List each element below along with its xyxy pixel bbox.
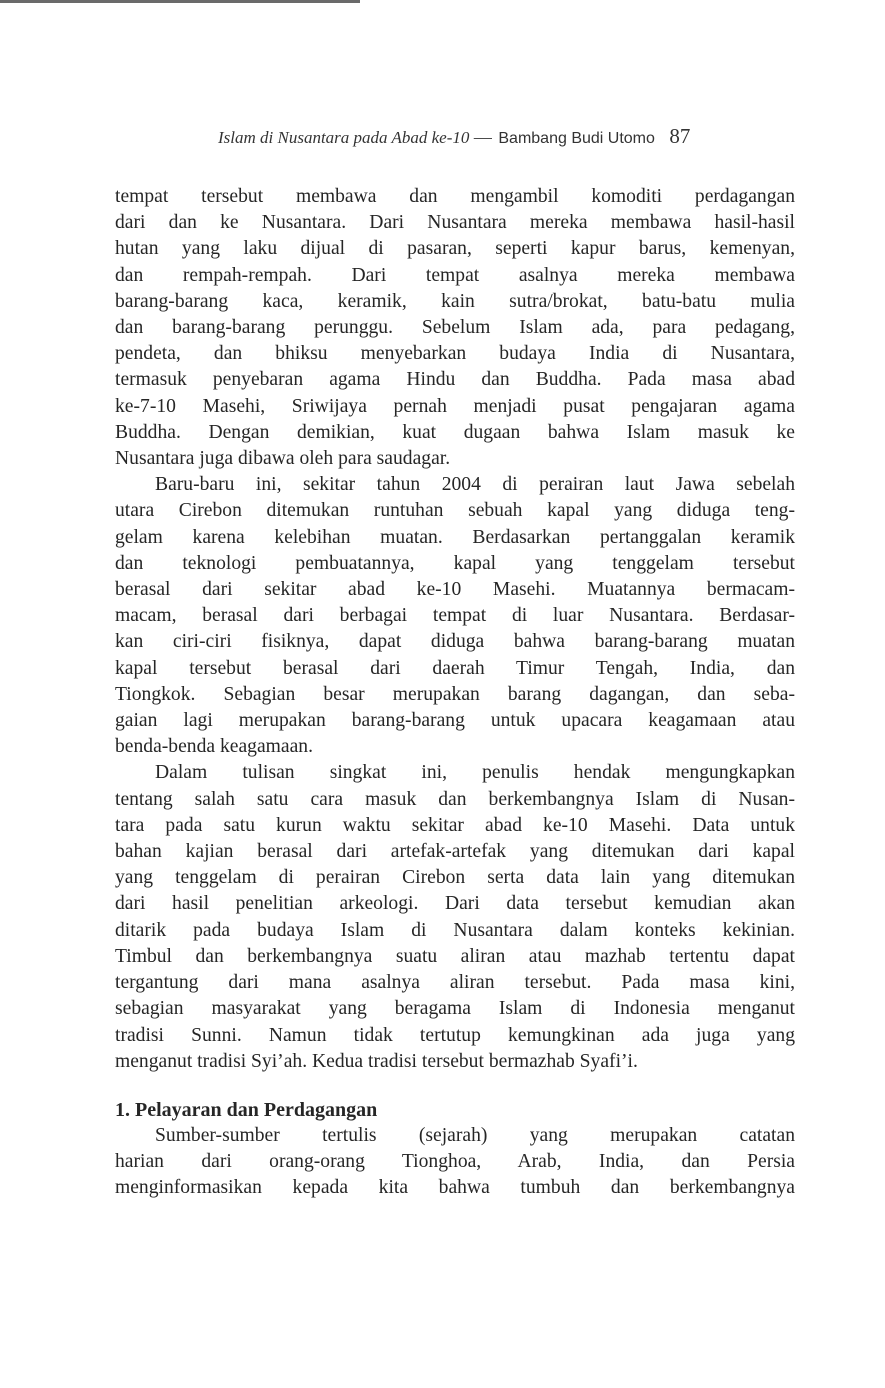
- text-line: ditarik pada budaya Islam di Nusantara dalam konteks kekinian.: [115, 919, 795, 941]
- text-line: dari hasil penelitian arkeologi. Dari data tersebut kemudian akan: [115, 893, 795, 915]
- text-line: tempat tersebut membawa dan mengambil komoditi perdagangan: [115, 186, 795, 207]
- header-separator: —: [473, 127, 492, 147]
- text-line: bahan kajian berasal dari artefak-artefak yang ditemukan dari kapal: [115, 841, 795, 863]
- text-line: tara pada satu kurun waktu sekitar abad ke-10 Masehi. Data untuk: [115, 814, 795, 836]
- text-line: termasuk penyebaran agama Hindu dan Buddha. Pada masa abad: [115, 369, 795, 391]
- text-line: Buddha. Dengan demikian, kuat dugaan bahwa Islam masuk ke: [115, 421, 795, 443]
- text-line: utara Cirebon ditemukan runtuhan sebuah kapal yang diduga teng-: [115, 500, 795, 522]
- page-number: 87: [669, 124, 691, 148]
- running-header: [218, 124, 796, 149]
- text-line: pendeta, dan bhiksu menyebarkan budaya India di Nusantara,: [115, 343, 795, 365]
- text-line: Dalam tulisan singkat ini, penulis hendak mengungkapkan: [155, 762, 795, 784]
- body-text: [115, 184, 795, 1202]
- text-line: dan rempah-rempah. Dari tempat asalnya mereka membawa: [115, 264, 795, 286]
- text-line: gelam karena kelebihan muatan. Berdasarkan pertanggalan keramik: [115, 526, 795, 548]
- text-line: Sumber-sumber tertulis (sejarah) yang merupakan catatan: [155, 1124, 795, 1146]
- text-line: hutan yang laku dijual di pasaran, seperti kapur barus, kemenyan,: [115, 238, 795, 260]
- paragraphs-container: [115, 184, 795, 1075]
- header-author: Bambang Budi Utomo: [498, 130, 655, 147]
- text-line: dan barang-barang perunggu. Sebelum Islam ada, para pedagang,: [115, 317, 795, 339]
- text-line: dari dan ke Nusantara. Dari Nusantara mereka membawa hasil-hasil: [115, 212, 795, 234]
- text-line: gaian lagi merupakan barang-barang untuk upacara keagamaan atau: [115, 710, 795, 732]
- text-line: Nusantara juga dibawa oleh para saudagar.: [115, 448, 451, 470]
- text-line: tergantung dari mana asalnya aliran tersebut. Pada masa kini,: [115, 972, 795, 994]
- text-line: menganut tradisi Syi’ah. Kedua tradisi tersebut bermazhab Syafi’i.: [115, 1050, 638, 1072]
- text-line: kan ciri-ciri fisiknya, dapat diduga bahwa barang-barang muatan: [115, 631, 795, 653]
- text-line: ke-7-10 Masehi, Sriwijaya pernah menjadi pusat pengajaran agama: [115, 395, 795, 417]
- text-line: menginformasikan kepada kita bahwa tumbuh dan berkembangnya: [115, 1177, 795, 1199]
- text-line: Tiongkok. Sebagian besar merupakan barang dagangan, dan seba-: [115, 683, 795, 705]
- text-line: sebagian masyarakat yang beragama Islam di Indonesia menganut: [115, 998, 795, 1020]
- section-paragraph: [115, 1123, 795, 1202]
- paragraph-1: [115, 184, 795, 472]
- text-line: tradisi Sunni. Namun tidak tertutup kemungkinan ada juga yang: [115, 1024, 795, 1046]
- text-line: Timbul dan berkembangnya suatu aliran atau mazhab tertentu dapat: [115, 945, 795, 967]
- paragraph-3: [115, 760, 795, 1074]
- text-line: kapal tersebut berasal dari daerah Timur Tengah, India, dan: [115, 657, 795, 679]
- text-line: macam, berasal dari berbagai tempat di luar Nusantara. Berdasar-: [115, 605, 795, 627]
- text-line: yang tenggelam di perairan Cirebon serta data lain yang ditemukan: [115, 867, 795, 889]
- paragraph-2: [115, 472, 795, 760]
- text-line: harian dari orang-orang Tionghoa, Arab, India, dan Persia: [115, 1151, 795, 1173]
- header-book-title: Islam di Nusantara pada Abad ke-10: [218, 128, 470, 147]
- text-line: berasal dari sekitar abad ke-10 Masehi. Muatannya bermacam-: [115, 579, 795, 601]
- text-line: benda-benda keagamaan.: [115, 736, 314, 758]
- text-line: dan teknologi pembuatannya, kapal yang tenggelam tersebut: [115, 552, 795, 574]
- section-heading: 1. Pelayaran dan Perdagangan: [115, 1098, 378, 1121]
- text-line: Baru-baru ini, sekitar tahun 2004 di perairan laut Jawa sebelah: [155, 474, 795, 496]
- top-edge-rule: [0, 0, 360, 3]
- text-line: barang-barang kaca, keramik, kain sutra/brokat, batu-batu mulia: [115, 290, 795, 312]
- text-line: tentang salah satu cara masuk dan berkembangnya Islam di Nusan-: [115, 788, 795, 810]
